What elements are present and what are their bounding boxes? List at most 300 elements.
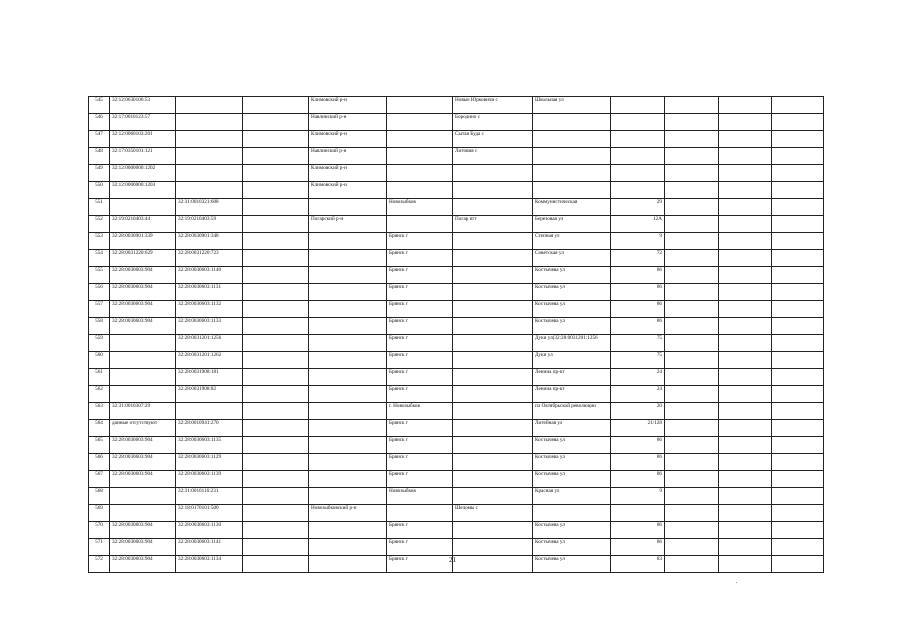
table-cell: 557: [89, 301, 110, 318]
table-cell: 24: [611, 386, 665, 403]
table-cell: [611, 165, 665, 182]
table-cell: [772, 488, 824, 505]
table-cell: Брянск г: [387, 454, 453, 471]
table-cell: 32:28:0030603:1141: [176, 539, 243, 556]
table-cell: 548: [89, 148, 110, 165]
table-cell: [665, 182, 719, 199]
table-cell: [719, 284, 772, 301]
table-cell: Литейная ул: [533, 420, 611, 437]
table-cell: [533, 182, 611, 199]
table-cell: [243, 420, 309, 437]
table-cell: [772, 148, 824, 165]
table-cell: [453, 318, 533, 335]
table-cell: [611, 182, 665, 199]
table-row: [89, 539, 824, 556]
table-cell: [309, 352, 387, 369]
document-table-container: [88, 96, 824, 573]
table-cell: 32:28:0030901:348: [176, 233, 243, 250]
table-cell: [309, 420, 387, 437]
table-cell: [772, 386, 824, 403]
table-cell: [772, 199, 824, 216]
table-cell: 9: [611, 233, 665, 250]
table-cell: Брянск г: [387, 471, 453, 488]
table-cell: 32:28:0030901:339: [110, 233, 176, 250]
table-cell: [533, 148, 611, 165]
table-cell: [719, 335, 772, 352]
table-cell: [176, 131, 243, 148]
table-cell: [387, 131, 453, 148]
table-cell: [772, 97, 824, 114]
table-cell: [772, 352, 824, 369]
table-cell: Советская ул: [533, 250, 611, 267]
table-cell: [309, 335, 387, 352]
table-cell: [665, 233, 719, 250]
table-cell: Погар пгт: [453, 216, 533, 233]
table-cell: [665, 114, 719, 131]
table-cell: [772, 250, 824, 267]
table-cell: [772, 403, 824, 420]
table-cell: [719, 471, 772, 488]
table-cell: Костычева ул: [533, 284, 611, 301]
table-cell: Школьная ул: [533, 97, 611, 114]
table-cell: [110, 352, 176, 369]
table-cell: [611, 505, 665, 522]
table-cell: [453, 386, 533, 403]
table-cell: 86: [611, 454, 665, 471]
table-cell: [243, 386, 309, 403]
table-cell: Навлинский р-н: [309, 114, 387, 131]
table-cell: Сытая Буда с: [453, 131, 533, 148]
table-cell: [453, 199, 533, 216]
table-cell: 556: [89, 284, 110, 301]
table-cell: [243, 335, 309, 352]
table-cell: 32:28:0030603:904: [110, 539, 176, 556]
table-cell: 32:28:0031908:181: [176, 369, 243, 386]
table-cell: 75: [611, 352, 665, 369]
table-cell: [309, 403, 387, 420]
table-cell: [719, 233, 772, 250]
table-row: [89, 369, 824, 386]
table-cell: [453, 403, 533, 420]
table-row: [89, 522, 824, 539]
table-row: [89, 233, 824, 250]
table-cell: 568: [89, 488, 110, 505]
table-cell: [772, 437, 824, 454]
table-cell: [719, 114, 772, 131]
table-cell: Дуки ул: [533, 352, 611, 369]
table-cell: [665, 505, 719, 522]
table-cell: 32:28:0030603:904: [110, 522, 176, 539]
table-cell: 32:28:0031201:1262: [176, 352, 243, 369]
table-cell: данные отсутствуют: [110, 420, 176, 437]
table-cell: Костычева ул: [533, 556, 611, 573]
table-cell: [243, 216, 309, 233]
table-cell: Брянск г: [387, 301, 453, 318]
table-cell: [665, 301, 719, 318]
table-cell: 570: [89, 522, 110, 539]
table-cell: [309, 284, 387, 301]
table-cell: Навлинский р-н: [309, 148, 387, 165]
table-cell: 32:28:0031908:82: [176, 386, 243, 403]
table-cell: [243, 182, 309, 199]
table-cell: [533, 505, 611, 522]
table-cell: 86: [611, 437, 665, 454]
table-cell: [533, 131, 611, 148]
table-cell: 32:28:0030603:904: [110, 556, 176, 573]
table-row: [89, 318, 824, 335]
table-cell: 32:28:0030603:1129: [176, 454, 243, 471]
table-cell: 549: [89, 165, 110, 182]
table-cell: [387, 148, 453, 165]
table-cell: [719, 352, 772, 369]
table-cell: [309, 250, 387, 267]
table-cell: Дуки ул(32:28:0031201:1256: [533, 335, 611, 352]
table-cell: 32:28:0030603:904: [110, 454, 176, 471]
table-cell: 32:28:0030603:1140: [176, 267, 243, 284]
table-cell: Бородино с: [453, 114, 533, 131]
table-cell: 32:28:0030603:904: [110, 471, 176, 488]
table-cell: [772, 267, 824, 284]
table-cell: Брянск г: [387, 335, 453, 352]
table-cell: [110, 335, 176, 352]
table-cell: [719, 199, 772, 216]
table-cell: [772, 505, 824, 522]
table-row: [89, 301, 824, 318]
table-cell: 551: [89, 199, 110, 216]
table-cell: [309, 454, 387, 471]
table-cell: 567: [89, 471, 110, 488]
table-cell: 32:28:0030603:904: [110, 301, 176, 318]
table-cell: [772, 471, 824, 488]
table-cell: [176, 97, 243, 114]
table-cell: [611, 114, 665, 131]
table-cell: [453, 471, 533, 488]
table-cell: 563: [89, 403, 110, 420]
table-cell: [665, 539, 719, 556]
table-cell: [665, 165, 719, 182]
table-cell: [309, 318, 387, 335]
table-cell: [453, 420, 533, 437]
table-cell: Брянск г: [387, 437, 453, 454]
table-cell: [453, 301, 533, 318]
table-cell: [719, 420, 772, 437]
table-cell: [243, 97, 309, 114]
table-cell: Костычева ул: [533, 267, 611, 284]
table-row: [89, 471, 824, 488]
table-cell: Красная ул: [533, 488, 611, 505]
table-cell: [387, 505, 453, 522]
table-row: [89, 250, 824, 267]
table-row: [89, 216, 824, 233]
table-cell: [176, 148, 243, 165]
table-cell: 32:28:0030603:904: [110, 437, 176, 454]
table-cell: Климовский р-н: [309, 97, 387, 114]
table-cell: [243, 454, 309, 471]
table-cell: [665, 284, 719, 301]
table-cell: 32:12:0630106:53: [110, 97, 176, 114]
table-cell: [719, 318, 772, 335]
table-cell: [453, 267, 533, 284]
table-cell: 32:31:0010307:29: [110, 403, 176, 420]
table-cell: [665, 250, 719, 267]
table-cell: [453, 352, 533, 369]
table-cell: Климовский р-н: [309, 182, 387, 199]
table-body: [89, 97, 824, 573]
table-cell: [243, 437, 309, 454]
table-cell: [665, 216, 719, 233]
table-cell: 559: [89, 335, 110, 352]
table-cell: [243, 267, 309, 284]
table-cell: [665, 369, 719, 386]
table-row: [89, 114, 824, 131]
table-cell: Брянск г: [387, 318, 453, 335]
table-cell: [243, 301, 309, 318]
table-cell: Костычева ул: [533, 454, 611, 471]
table-cell: 560: [89, 352, 110, 369]
table-cell: [719, 369, 772, 386]
table-cell: пл Октябрьской революции: [533, 403, 611, 420]
table-cell: 32:28:0030603:904: [110, 267, 176, 284]
table-cell: 75: [611, 335, 665, 352]
table-cell: г. Новозыбков: [387, 403, 453, 420]
table-cell: [453, 539, 533, 556]
table-cell: [309, 386, 387, 403]
table-cell: [611, 131, 665, 148]
table-cell: [387, 182, 453, 199]
table-cell: [243, 148, 309, 165]
table-cell: [719, 216, 772, 233]
table-cell: Шеломы с: [453, 505, 533, 522]
table-cell: 32:12:0000000:1202: [110, 165, 176, 182]
table-row: [89, 131, 824, 148]
table-cell: 86: [611, 301, 665, 318]
table-cell: [243, 539, 309, 556]
table-cell: [243, 522, 309, 539]
table-cell: Брянск г: [387, 539, 453, 556]
table-cell: 562: [89, 386, 110, 403]
table-cell: Новые Юрковичи с: [453, 97, 533, 114]
table-cell: [772, 318, 824, 335]
table-cell: [309, 267, 387, 284]
table-cell: [453, 522, 533, 539]
table-cell: [665, 318, 719, 335]
table-cell: [243, 471, 309, 488]
table-cell: [453, 488, 533, 505]
table-cell: [533, 114, 611, 131]
table-cell: 32:31:0010321:608: [176, 199, 243, 216]
table-cell: [719, 97, 772, 114]
table-cell: Брянск г: [387, 556, 453, 573]
table-cell: [176, 182, 243, 199]
table-cell: 32:31:0010116:231: [176, 488, 243, 505]
table-cell: [243, 199, 309, 216]
table-cell: [453, 250, 533, 267]
table-cell: Новозыбков: [387, 199, 453, 216]
table-cell: [719, 488, 772, 505]
table-cell: [772, 335, 824, 352]
property-table: [88, 96, 824, 573]
table-cell: [719, 148, 772, 165]
table-cell: [176, 403, 243, 420]
table-cell: [309, 301, 387, 318]
table-cell: [665, 352, 719, 369]
table-cell: [176, 114, 243, 131]
table-cell: 86: [611, 318, 665, 335]
table-row: [89, 199, 824, 216]
table-cell: Брянск г: [387, 420, 453, 437]
table-row: [89, 165, 824, 182]
table-cell: [772, 233, 824, 250]
table-cell: 553: [89, 233, 110, 250]
page-number: 21: [449, 556, 456, 564]
table-cell: [665, 437, 719, 454]
table-cell: [176, 165, 243, 182]
table-cell: 547: [89, 131, 110, 148]
table-cell: Климовский р-н: [309, 165, 387, 182]
table-cell: [772, 114, 824, 131]
table-cell: [243, 488, 309, 505]
table-cell: Брянск г: [387, 522, 453, 539]
table-cell: Костычева ул: [533, 539, 611, 556]
table-cell: [719, 403, 772, 420]
table-cell: [453, 284, 533, 301]
table-cell: Ленина пр-кт: [533, 386, 611, 403]
table-cell: Степная ул: [533, 233, 611, 250]
table-cell: [665, 267, 719, 284]
table-cell: [719, 437, 772, 454]
table-cell: 32:28:0030603:1131: [176, 284, 243, 301]
table-cell: [665, 471, 719, 488]
table-cell: 86: [611, 471, 665, 488]
table-cell: [243, 233, 309, 250]
table-cell: [665, 522, 719, 539]
table-cell: [665, 97, 719, 114]
table-cell: [665, 386, 719, 403]
table-cell: 29: [611, 199, 665, 216]
table-cell: 571: [89, 539, 110, 556]
table-cell: [387, 165, 453, 182]
table-cell: 86: [611, 522, 665, 539]
table-cell: 564: [89, 420, 110, 437]
scan-speck: [736, 582, 737, 583]
table-cell: 12А: [611, 216, 665, 233]
table-cell: [665, 131, 719, 148]
table-cell: 86: [611, 267, 665, 284]
table-row: [89, 454, 824, 471]
table-cell: [772, 216, 824, 233]
table-cell: [719, 505, 772, 522]
table-row: [89, 148, 824, 165]
table-cell: [243, 165, 309, 182]
table-cell: Брянск г: [387, 250, 453, 267]
table-cell: 21/128: [611, 420, 665, 437]
table-cell: [309, 369, 387, 386]
table-cell: 86: [611, 284, 665, 301]
table-cell: [243, 352, 309, 369]
table-cell: 32:19:0210403:44: [110, 216, 176, 233]
table-cell: [453, 335, 533, 352]
table-cell: 32:17:0350101:121: [110, 148, 176, 165]
table-cell: [387, 216, 453, 233]
table-cell: [243, 114, 309, 131]
table-cell: 24: [611, 369, 665, 386]
table-cell: 572: [89, 556, 110, 573]
table-row: [89, 505, 824, 522]
table-cell: Брянск г: [387, 386, 453, 403]
table-cell: [772, 165, 824, 182]
table-cell: [611, 97, 665, 114]
table-cell: [719, 267, 772, 284]
table-cell: [453, 182, 533, 199]
table-cell: 9: [611, 488, 665, 505]
table-cell: [243, 250, 309, 267]
table-cell: [309, 437, 387, 454]
table-cell: [387, 114, 453, 131]
table-cell: [110, 369, 176, 386]
table-cell: [110, 505, 176, 522]
table-cell: [533, 165, 611, 182]
table-cell: [665, 454, 719, 471]
table-cell: 552: [89, 216, 110, 233]
table-cell: [309, 199, 387, 216]
table-cell: 32:28:0031220:629: [110, 250, 176, 267]
table-cell: [719, 386, 772, 403]
table-cell: [387, 97, 453, 114]
table-row: [89, 437, 824, 454]
table-cell: Костычева ул: [533, 471, 611, 488]
table-cell: 545: [89, 97, 110, 114]
table-cell: Брянск г: [387, 369, 453, 386]
table-cell: 32:28:0031201:1256: [176, 335, 243, 352]
table-row: [89, 403, 824, 420]
table-cell: Костычева ул: [533, 318, 611, 335]
table-cell: 32:28:0030603:904: [110, 284, 176, 301]
table-cell: [453, 233, 533, 250]
table-cell: [719, 182, 772, 199]
table-cell: [243, 369, 309, 386]
table-cell: [719, 522, 772, 539]
table-cell: 566: [89, 454, 110, 471]
table-cell: 32:28:0030603:1135: [176, 437, 243, 454]
table-row: [89, 267, 824, 284]
table-cell: 32:18:0170101:500: [176, 505, 243, 522]
table-row: [89, 352, 824, 369]
table-cell: [243, 318, 309, 335]
table-cell: [453, 369, 533, 386]
table-cell: 20: [611, 403, 665, 420]
table-cell: 546: [89, 114, 110, 131]
table-cell: 32:28:0031220:723: [176, 250, 243, 267]
table-cell: 32:12:0060103:201: [110, 131, 176, 148]
table-cell: 72: [611, 250, 665, 267]
table-cell: [243, 131, 309, 148]
table-cell: [110, 386, 176, 403]
table-cell: Литовня с: [453, 148, 533, 165]
table-cell: 32:28:0030603:1130: [176, 522, 243, 539]
table-cell: [243, 284, 309, 301]
table-cell: [110, 199, 176, 216]
table-cell: 32:17:0010123:57: [110, 114, 176, 131]
table-cell: 554: [89, 250, 110, 267]
table-cell: [772, 539, 824, 556]
table-cell: [772, 454, 824, 471]
table-row: [89, 97, 824, 114]
table-cell: [772, 131, 824, 148]
table-cell: [453, 454, 533, 471]
table-cell: 83: [611, 556, 665, 573]
table-cell: 569: [89, 505, 110, 522]
table-cell: [719, 165, 772, 182]
